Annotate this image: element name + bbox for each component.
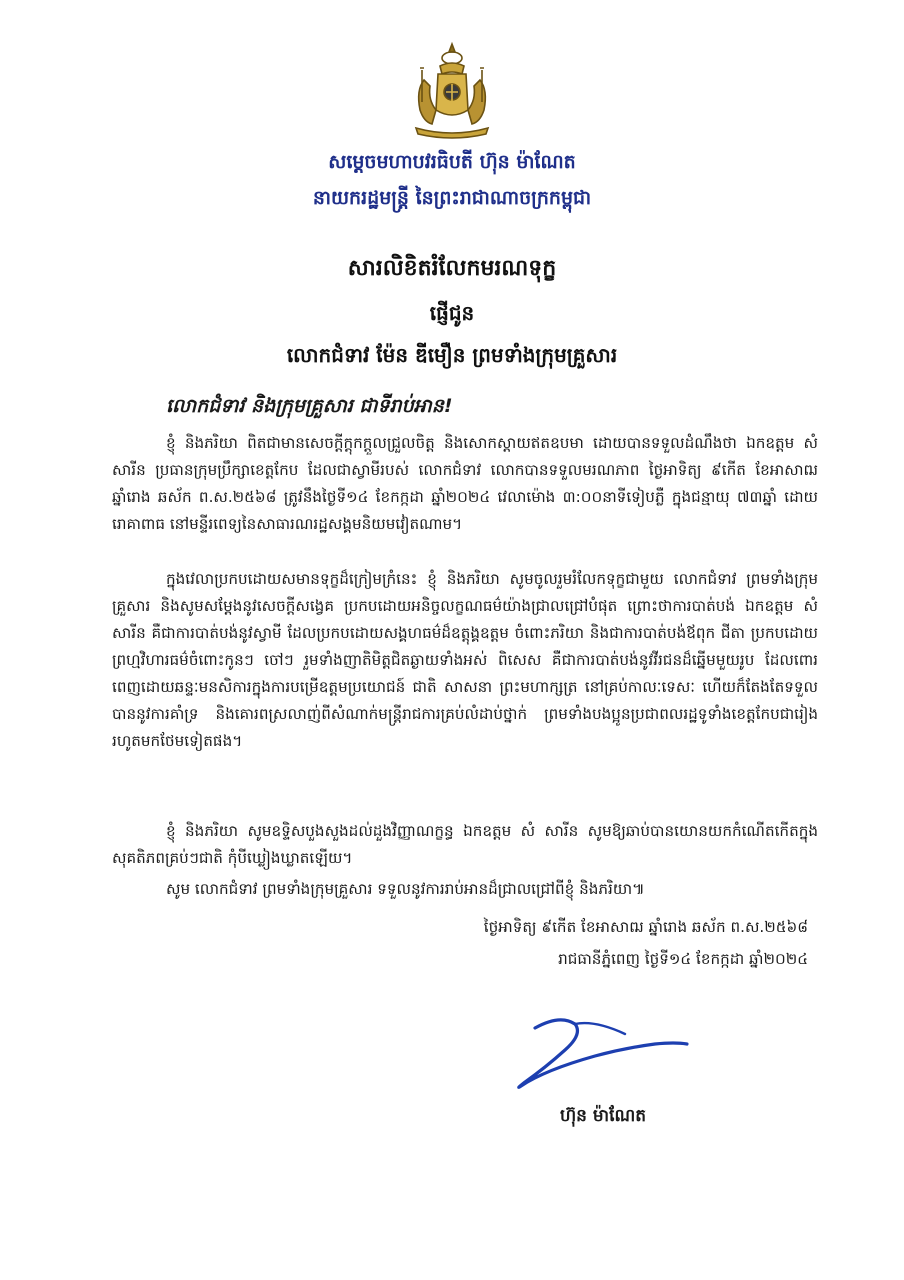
body-paragraph-2: ក្នុងវេលាប្រកបដោយសមានទុក្ខដ៏ក្រៀមក្រំនេះ ខ្ញុំ និងភរិយា សូមចូលរួមរំលែកទុក្ខជាមួយ លោកជំទាវ ព្រមទាំងក្រុមគ្រួសារ និងសូមសម្តែងនូវសេចក្តីសង្វេគ ប្រកបដោយអនិច្ចលក្ខណធម៌យ៉ាងជ្រាលជ្រៅបំផុត ព្រោះថាការបាត់បង់ ឯកឧត្តម សំ សារីន គឺជាការបាត់បង់នូវស្វាមី ដែលប្រកបដោយសង្គហធម៌ដ៏ឧត្តុង្គឧត្តម ចំពោះភរិយា និងជាការបាត់បង់ឪពុក ជីតា ប្រកបដោយព្រហ្មវិហារធម៌ចំពោះកូនៗ ចៅៗ រួមទាំងញាតិមិត្តជិតឆ្ងាយទាំងអស់ ពិសេស គឺជាការបាត់បង់នូវវីរជនដ៏ឆ្នើមមួយរូប ដែលពោរពេញដោយឆន្ទៈមនសិការក្នុងការបម្រើឧត្តមប្រយោជន៍ ជាតិ សាសនា ព្រះមហាក្សត្រ នៅគ្រប់កាលៈទេសៈ ហើយក៏តែងតែទទួលបាននូវការគាំទ្រ និងគោរពស្រលាញ់ពីសំណាក់មន្ត្រីរាជការគ្រប់លំដាប់ថ្នាក់ ព្រមទាំងបងប្អូនប្រជាពលរដ្ឋទូទាំងខេត្តកែបជារៀងរហូតមកថែមទៀតផង។ (112, 570, 818, 750)
place-date-line: រាជធានីភ្នំពេញ ថ្ងៃទី១៤ ខែកក្កដា ឆ្នាំ២០២៤ (558, 950, 808, 968)
recipient-line: លោកជំទាវ ម៉ែន ឌីមឿន ព្រមទាំងក្រុមគ្រួសារ (286, 343, 618, 367)
lunar-date-line: ថ្ងៃអាទិត្យ ៩កើត ខែអាសាឍ ឆ្នាំរោង ឆស័ក ព.ស.២៥៦៨ (483, 918, 808, 936)
issuer-position: នាយករដ្ឋមន្ត្រី នៃព្រះរាជាណាចក្រកម្ពុជា (312, 187, 592, 209)
signatory-name: ហ៊ុន ម៉ាណែត (560, 1106, 647, 1126)
issuer-title: សម្តេចមហាបវរធិបតី ហ៊ុន ម៉ាណែត (328, 151, 576, 173)
body-paragraph-4: សូម លោកជំទាវ ព្រមទាំងក្រុមគ្រួសារ ទទួលនូវការរាប់អានដ៏ជ្រាលជ្រៅពីខ្ញុំ និងភរិយា៕ (166, 880, 645, 898)
royal-coat-of-arms-emblem (402, 40, 502, 142)
letter-title: សារលិខិតរំលែកមរណទុក្ខ (347, 256, 557, 281)
sent-to-label: ផ្ញើជូន (429, 301, 475, 325)
salutation: លោកជំទាវ និងក្រុមគ្រួសារ ជាទីរាប់អាន! (166, 395, 453, 417)
body-paragraph-1: ខ្ញុំ និងភរិយា ពិតជាមានសេចក្តីក្តុកក្តួលជ្រួលចិត្ត និងសោកស្តាយឥតឧបមា ដោយបានទទួលដំណឹងថា ឯកឧត្តម សំ សារីន ប្រធានក្រុមប្រឹក្សាខេត្តកែប ដែលជាស្វាមីរបស់ លោកជំទាវ លោកបានទទួលមរណភាព ថ្ងៃអាទិត្យ ៩កើត ខែអាសាឍ ឆ្នាំរោង ឆស័ក ព.ស.២៥៦៨ ត្រូវនឹងថ្ងៃទី១៤ ខែកក្កដា ឆ្នាំ២០២៤ វេលាម៉ោង ៣:០០នាទីទៀបភ្លឺ ក្នុងជន្មាយុ ៧៣ឆ្នាំ ដោយរោគាពាធ នៅមន្ទីរពេទ្យនៃសាធារណរដ្ឋសង្គមនិយមវៀតណាម។ (112, 434, 818, 533)
body-paragraph-3: ខ្ញុំ និងភរិយា សូមឧទ្ទិសបួងសួងដល់ដួងវិញ្ញាណក្ខន្ធ ឯកឧត្តម សំ សារីន សូមឱ្យឆាប់បានយោនយកកំណើតកើតក្នុងសុគតិភពគ្រប់ៗជាតិ កុំបីឃ្លៀងឃ្លាតឡើយ។ (112, 822, 818, 867)
handwritten-signature (505, 1010, 695, 1095)
